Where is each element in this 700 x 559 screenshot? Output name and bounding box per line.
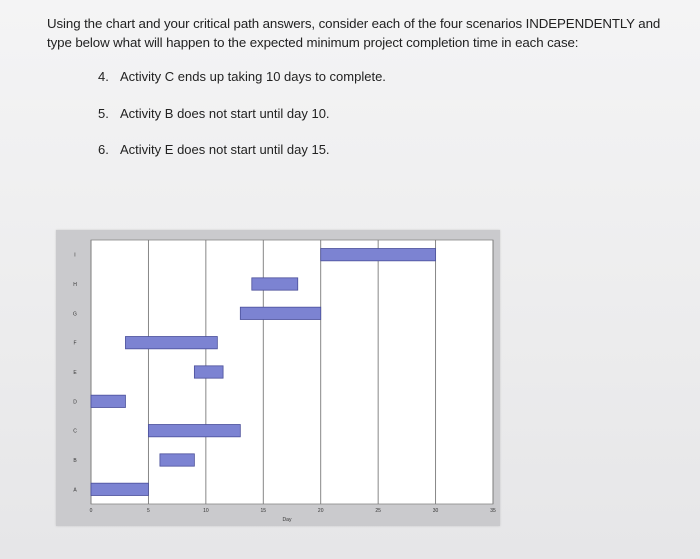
y-tick-label: I (74, 252, 76, 259)
scenario-number: 5. (98, 106, 109, 121)
task-bar-f (125, 337, 217, 349)
scenario-number: 4. (98, 69, 109, 84)
x-tick-label: 30 (432, 508, 439, 514)
scenario-5 (98, 106, 330, 121)
x-tick-label: 0 (89, 508, 93, 514)
x-tick-label: 25 (375, 508, 381, 514)
prompt-text: Using the chart and your critical path answers, consider each of the four scenarios INDEPENDENTLY and type below what will happen to the expected minimum project completion time in each case: (47, 16, 661, 50)
x-axis-label: Day (282, 517, 292, 523)
y-tick-label: G (73, 311, 77, 318)
gantt-chart (56, 230, 500, 526)
x-tick-label: 15 (260, 508, 267, 514)
task-bar-e (194, 366, 223, 378)
x-tick-label: 20 (317, 508, 324, 514)
scenario-6 (98, 142, 330, 157)
y-tick-label: H (73, 282, 77, 288)
gantt-chart-frame (56, 230, 500, 526)
scenario-4 (98, 69, 386, 84)
x-tick-label: 5 (147, 508, 150, 514)
y-tick-label: E (73, 370, 77, 376)
task-bar-g (240, 307, 320, 319)
task-bar-h (252, 278, 298, 290)
task-bar-d (91, 395, 125, 407)
y-tick-label: A (73, 487, 77, 494)
x-tick-label: 10 (203, 508, 209, 514)
scenario-text: Activity C ends up taking 10 days to complete. (120, 69, 386, 84)
y-tick-label: D (73, 399, 77, 406)
task-bar-b (160, 454, 194, 466)
scenario-number: 6. (98, 142, 109, 157)
task-bar-a (91, 483, 148, 495)
task-bar-i (321, 249, 436, 261)
scenario-text: Activity B does not start until day 10. (120, 106, 330, 121)
y-tick-label: F (73, 340, 77, 347)
y-tick-label: B (73, 458, 77, 464)
scenario-text: Activity E does not start until day 15. (120, 142, 330, 157)
y-tick-label: C (73, 428, 77, 435)
x-tick-label: 35 (490, 508, 496, 514)
task-bar-c (148, 425, 240, 437)
